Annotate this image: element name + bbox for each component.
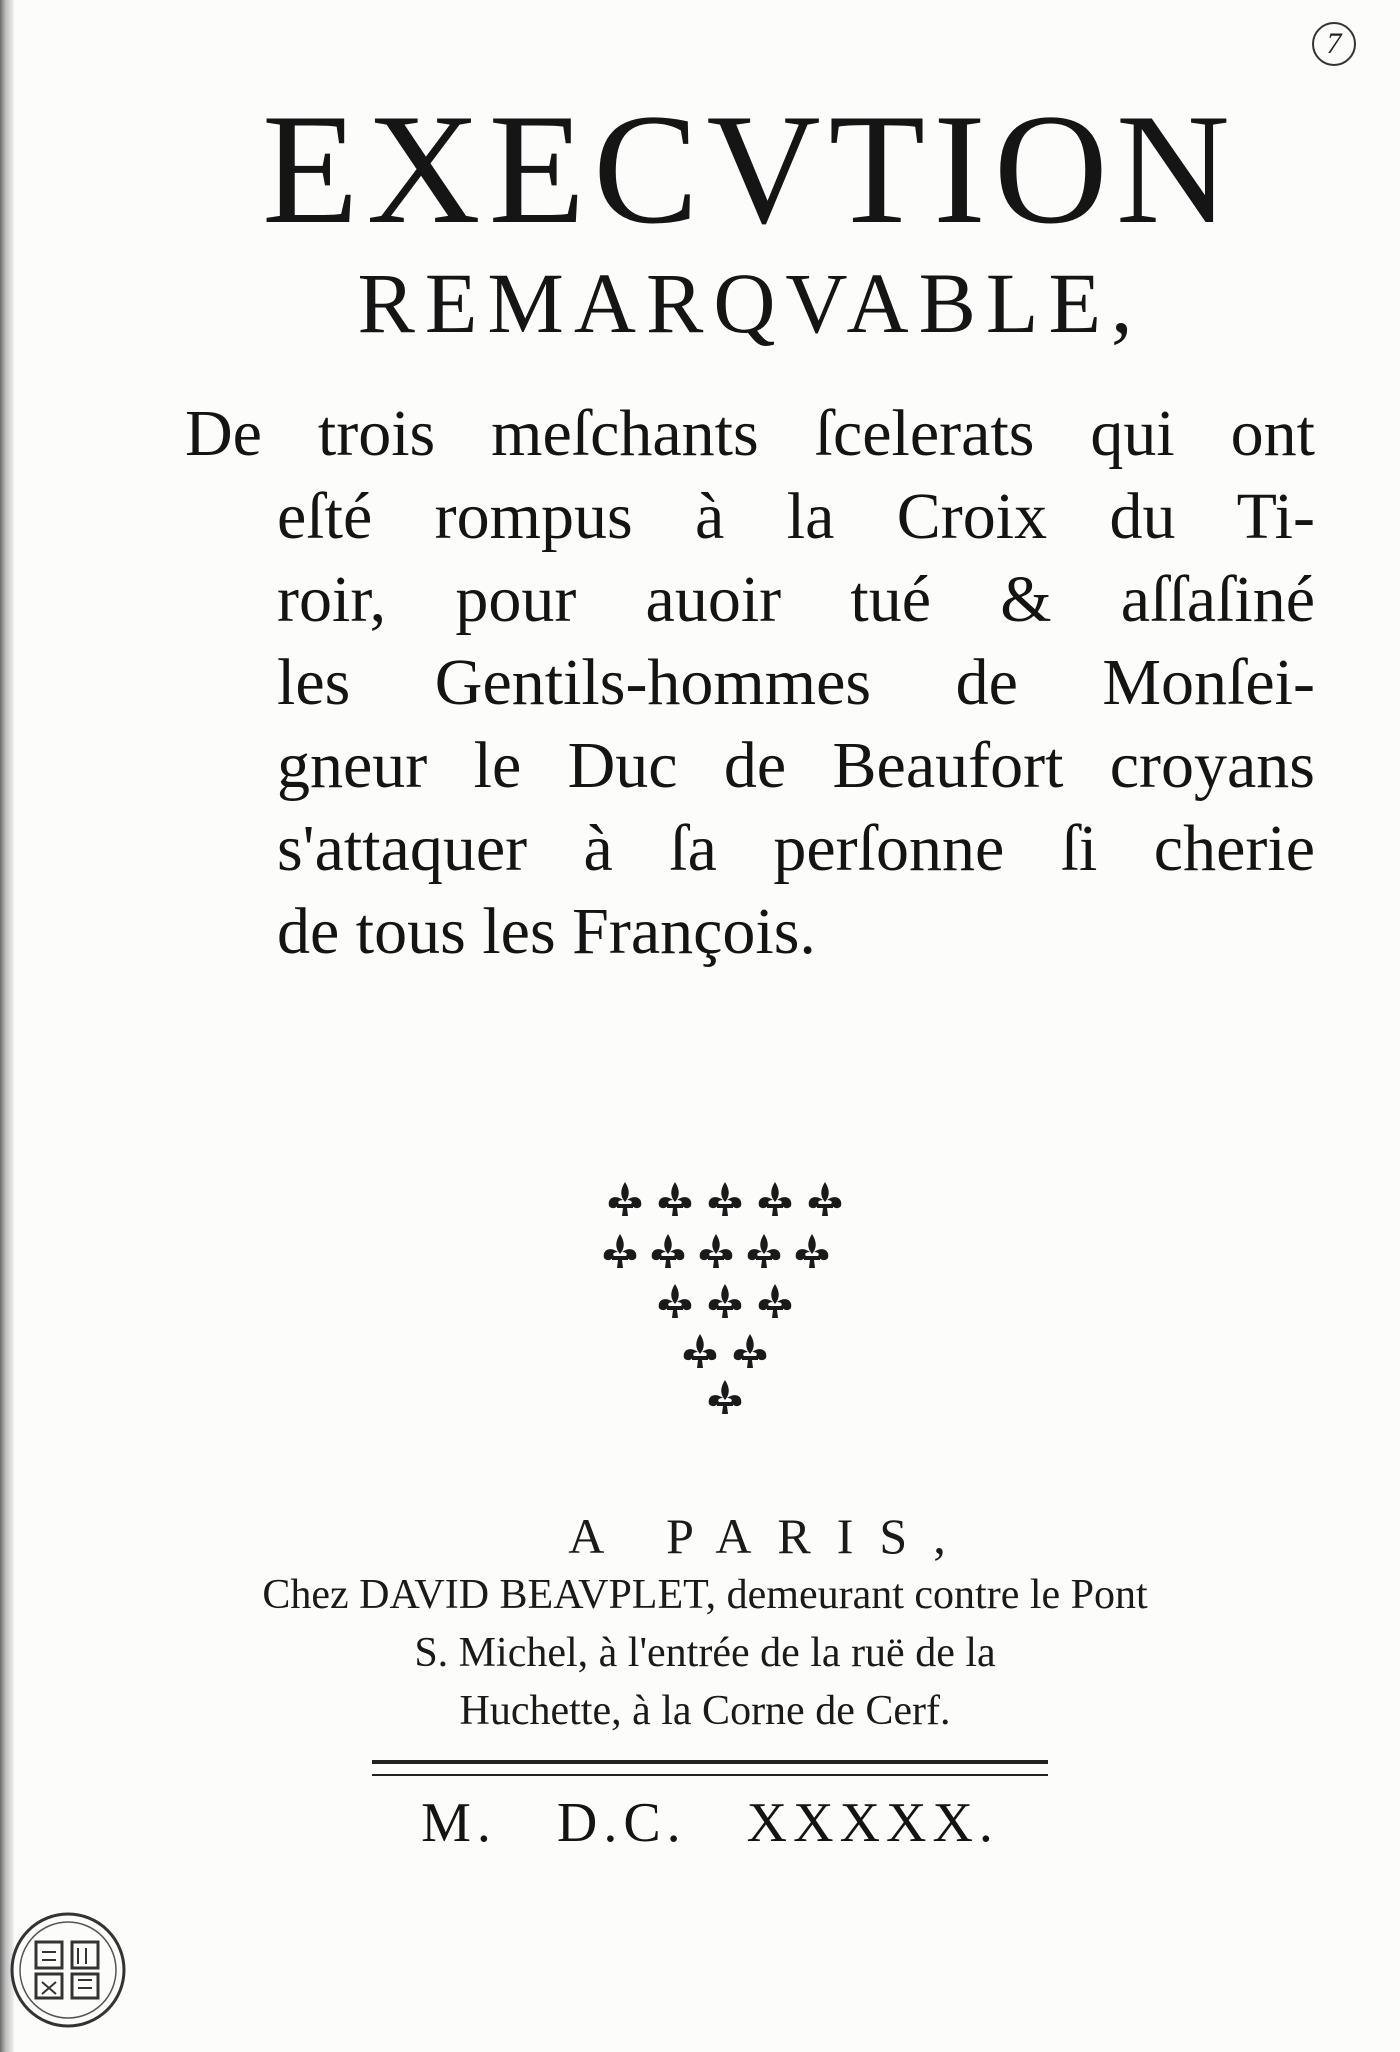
body-line: s'attaquer à ſa perſonne ſi cherie [277, 812, 1315, 885]
ornament-row-4 [684, 1334, 767, 1368]
body-line: les Gentils-hommes de Monſei- [277, 646, 1315, 719]
body-text [185, 392, 1315, 973]
imprint [120, 1506, 1290, 1740]
title-main: EXECVTION [262, 82, 1238, 257]
fleur-de-lis-ornament-icon [595, 1170, 855, 1420]
library-stamp-icon [6, 1908, 130, 2032]
ornament-row-5 [709, 1380, 742, 1414]
double-rule-divider [372, 1760, 1048, 1776]
publication-date: M. D.C. XXXXX. [421, 1792, 999, 1854]
page-number: 7 [1312, 22, 1356, 66]
body-line: roir, pour auoir tué & aſſaſiné [277, 563, 1315, 636]
body-line: de tous les François. [277, 895, 816, 968]
imprint-line: Huchette, à la Corne de Cerf. [459, 1688, 951, 1734]
page-edge-shadow [0, 0, 14, 2052]
imprint-line: S. Michel, à l'entrée de la ruë de la [414, 1630, 996, 1676]
body-line: De trois meſchants ſcelerats qui ont [185, 397, 1315, 470]
body-line: eſté rompus à la Croix du Ti- [277, 480, 1315, 553]
body-line: gneur le Duc de Beaufort croyans [277, 729, 1315, 802]
ornament-row-3 [659, 1284, 792, 1318]
imprint-line: Chez DAVID BEAVPLET, demeurant contre le Pont [262, 1572, 1148, 1618]
imprint-place: A PARIS, [568, 1508, 972, 1564]
ornament-row-1 [609, 1182, 842, 1216]
ornament-row-2 [604, 1234, 829, 1268]
title-sub: REMARQVABLE, [357, 255, 1143, 351]
